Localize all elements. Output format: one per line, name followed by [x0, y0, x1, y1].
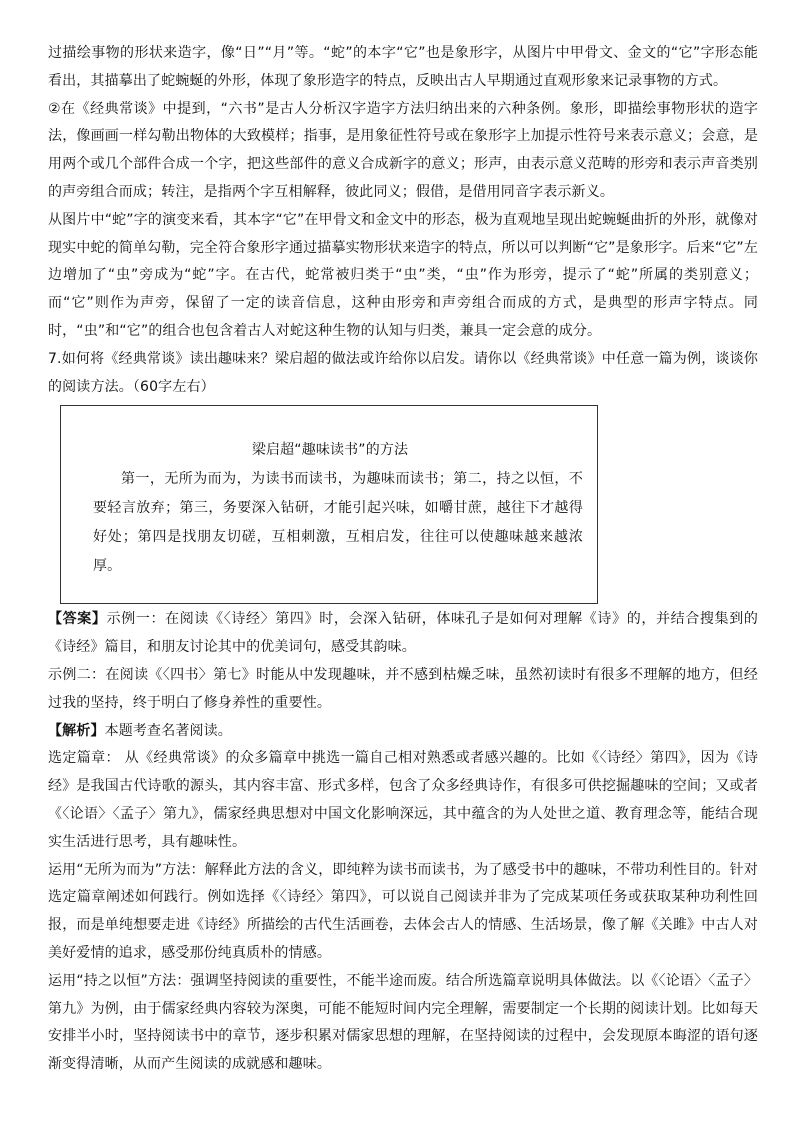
answer-tag: 【答案】 — [48, 611, 107, 628]
question-7: 7.如何将《经典常谈》读出趣味来？梁启超的做法或许给你以启发。请你以《经典常谈》中任意一篇为例，谈谈你的阅读方法。（60字左右） — [48, 350, 758, 395]
analysis-intro — [48, 718, 758, 746]
quote-title: 梁启超“趣味读书”的方法 — [251, 442, 409, 459]
analysis-method-two: 运用“持之以恒”方法：强调坚持阅读的重要性，不能半途而废。结合所选篇章说明具体做法。以《〈论语〉〈孟子〉第九》为例，由于儒家经典内容较为深奥，可能不能短时间内完全理解，需要制定一个长期的阅读计划。比如每天安排半小时，坚持阅读书中的章节，逐步积累对儒家思想的理解，在坚持阅读的过程中，会发现原本晦涩的语句逐渐变得清晰，从而产生阅读的成就感和趣味。 — [48, 972, 758, 1073]
analysis-select-chapter: 选定篇章： 从《经典常谈》的众多篇章中挑选一篇自己相对熟悉或者感兴趣的。比如《〈诗经〉第四》，因为《诗经》是我国古代诗歌的源头，其内容丰富、形式多样，包含了众多经典诗作，有很多可供挖掘趣味的空间；又或者《〈论语〉〈孟子〉第九》，儒家经典思想对中国文化影响深远，其中蕴含的为人处世之道、教育理念等，能结合现实生活进行思考，具有趣味性。 — [48, 750, 758, 850]
liang-qichao-quote-box — [60, 405, 598, 604]
paragraph-six-scripts: ②在《经典常谈》中提到，“六书”是古人分析汉字造字方法归纳出来的六种条例。象形，即描绘事物形状的造字法，像画画一样勾勒出物体的大致模样；指事，是用象征性符号或在象形字上加提示性符号来表示意义；会意，是用两个或几个部件合成一个字，把这些部件的意义合成新字的意义；形声，由表示意义范畴的形旁和表示声音类别的声旁组合而成；转注，是指两个字互相解释，彼此同义；假借，是借用同音字表示新义。 — [48, 100, 758, 200]
analysis-intro-text: 本题考查名著阅读。 — [104, 722, 232, 739]
quote-body: 第一，无所为而为，为读书而读书，为趣味而读书；第二，持之以恒，不要轻言放弃；第三，务要深入钻研，才能引起兴味，如嚼甘蔗，越往下才越得好处；第四是找朋友切磋，互相刺激，互相启发，往往可以使趣味越来越浓厚。 — [93, 471, 583, 575]
answer-example-2: 示例二：在阅读《〈四书〉第七》时能从中发现趣味，并不感到枯燥乏味，虽然初读时有很多不理解的地方，但经过我的坚持，终于明白了修身养性的重要性。 — [48, 666, 758, 711]
analysis-tag: 【解析】 — [48, 722, 105, 739]
answer-example-1-text: 示例一：在阅读《〈诗经〉第四》时，会深入钻研，体味孔子是如何对理解《诗》的，并结合搜集到的《诗经》篇目，和朋友讨论其中的优美词句，感受其韵味。 — [48, 611, 758, 656]
paragraph-snake-character: 从图片中“蛇”字的演变来看，其本字“它”在甲骨文和金文中的形态，极为直观地呈现出蛇蜿蜒曲折的外形，就像对现实中蛇的简单勾勒，完全符合象形字通过描摹实物形状来造字的特点，所以可以判断“它”是象形字。后来“它”左边增加了“虫”旁成为“蛇”字。在古代，蛇常被归类于“虫”类，“虫”作为形旁，提示了“蛇”所属的类别意义；而“它”则作为声旁，保留了一定的读音信息，这种由形旁和声旁组合而成的方式，是典型的形声字特点。同时，“虫”和“它”的组合也包含着古人对蛇这种生物的认知与归类，兼具一定会意的成分。 — [48, 211, 758, 339]
document-page — [48, 40, 758, 1079]
analysis-method-one: 运用“无所为而为”方法：解释此方法的含义，即纯粹为读书而读书，为了感受书中的趣味，不带功利性目的。针对选定篇章阐述如何践行。例如选择《〈诗经〉第四》，可以说自己阅读并非为了完成某项任务或获取某种功利性回报，而是单纯想要走进《诗经》所描绘的古代生活画卷，去体会古人的情感、生活场景，像了解《关雎》中古人对美好爱情的追求，感受那份纯真质朴的情感。 — [48, 861, 758, 961]
paragraph-pictographic: 过描绘事物的形状来造字，像“日”“月”等。“蛇”的本字“它”也是象形字，从图片中甲骨文、金文的“它”字形态能看出，其描摹出了蛇蜿蜒的外形，体现了象形造字的特点，反映出古人早期通过直观形象来记录事物的方式。 — [48, 45, 758, 89]
answer-example-1 — [48, 606, 758, 662]
